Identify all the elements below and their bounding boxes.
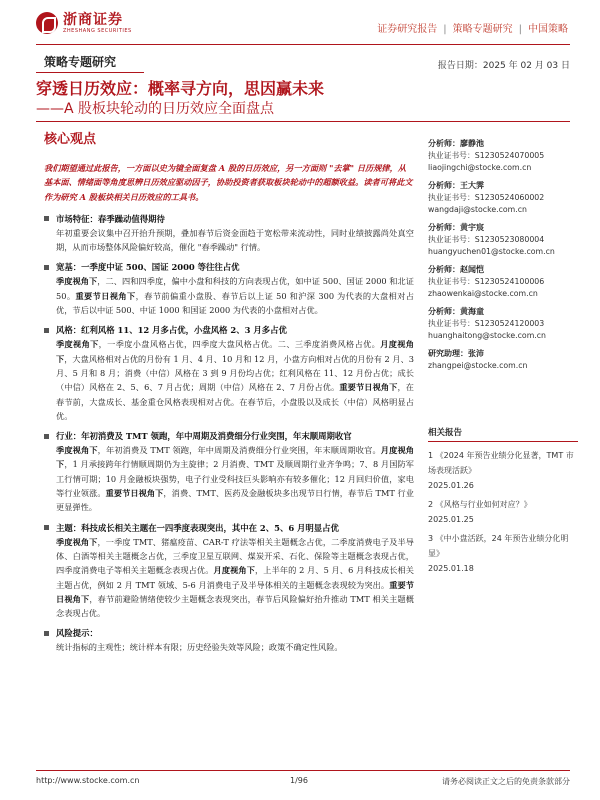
related-reports: [428, 426, 578, 580]
report-subtitle: ——A 股板块轮动的日历效应全面盘点: [36, 101, 275, 117]
section-paragraph: [56, 274, 414, 317]
analyst-card: [428, 222, 570, 257]
section-heading-text: 宽基：一季度中证 500、国证 2000 等往往占优: [56, 262, 240, 273]
inline-heading: 季度视角下: [56, 276, 98, 287]
logo-name-en: ZHESHANG SECURITIES: [63, 28, 132, 34]
section-heading-text: 主题：科技成长相关主题在一四季度表现突出，其中在 2、5、6 月明显占优: [56, 522, 339, 533]
analyst-name: 分析师：黄宇宸: [428, 223, 484, 232]
analyst-cert: 执业证书号：S1230524120003: [428, 319, 545, 328]
header-divider: [36, 44, 570, 45]
section-heading-text: 市场特征：春季躁动值得期待: [56, 213, 165, 224]
report-date: 报告日期：2025 年 02 月 03 日: [437, 61, 570, 71]
paragraph-text: ，大盘风格相对占优的月份有 1 月、4 月、10 月和 12 月，小盘方向相对占优的月份有 2 月、3 月、5 月和 8 月；消费（中信）风格在 3 到 9 月份均占优；红利风格在 11、12 月份占优；成长（中信）风格在 2、5、6、7 月占优；周期（中信）风格在 2、7 月份占优。: [56, 353, 414, 393]
viewpoint-section: [44, 323, 414, 423]
paragraph-text: ，年初消费及 TMT 领跑，年中周期及消费细分行业突围，年末顺周期收官。: [97, 445, 381, 456]
bullet-icon: [44, 434, 49, 439]
paragraph-text: ，1 月承接跨年行情顺周期仍为主旋律；2 月消费、TMT 及顺周期行业齐争鸣；7、8 月国防军工行情可期；10 月金融板块强势，电子行业受科技巨头影响亦有较多催化；12 月回归价值，家电等行业领涨。: [56, 459, 414, 499]
section-paragraph: [56, 337, 414, 423]
paragraph-text: 统计指标的主观性；统计样本有限；历史经验失效等风险；政策不确定性风险。: [56, 642, 343, 653]
report-title: 穿透日历效应：概率寻方向，思因赢未来: [36, 79, 325, 98]
section-paragraph: [56, 443, 414, 514]
section-heading-text: 行业：年初消费及 TMT 领跑，年中周期及消费细分行业突围，年末顺周期收官: [56, 431, 352, 442]
analyst-card: [428, 348, 570, 372]
section-heading: [44, 626, 414, 640]
footer-url[interactable]: http://www.stocke.com.cn: [36, 776, 140, 785]
paragraph-text: ，在春节前，大盘成长、基金重仓风格表现相对占优。在春节后，小盘股以及成长（中信）风格明显占优。: [56, 382, 414, 421]
analyst-email[interactable]: huangyuchen01@stocke.com.cn: [428, 246, 555, 256]
core-viewpoints: [44, 128, 414, 661]
page-header: [36, 12, 570, 46]
report-category: 策略专题研究: [44, 55, 117, 69]
related-report-date: 2025.01.18: [428, 564, 474, 573]
inline-heading: 季度视角下: [56, 339, 99, 350]
inline-heading: 月度视角下: [56, 339, 414, 364]
inline-heading: 重要节日视角下: [75, 290, 136, 301]
paragraph-text: ，上半年的 2 月、5 月、6 月科技成长相关主题占优，例如 2 月 TMT 领域、5-6 月消费电子及半导体相关的主题概念表现较为突出。: [56, 565, 414, 590]
inline-heading: 重要节日视角下: [105, 488, 164, 499]
paragraph-text: ，消费、TMT、医药及金融板块多出现节日行情，春节后 TMT 行业更显弹性。: [56, 488, 414, 513]
related-report-date: 2025.01.25: [428, 515, 474, 524]
footer-disclaimer: 请务必阅读正文之后的免责条款部分: [442, 777, 570, 786]
analyst-name: 分析师：黄海童: [428, 307, 484, 316]
analyst-cert: 执业证书号：S1230524070005: [428, 151, 545, 160]
analyst-cert: 执业证书号：S1230524060002: [428, 193, 545, 202]
header-link-china: 中国策略: [528, 24, 568, 35]
viewpoint-section: [44, 521, 414, 621]
bullet-icon: [44, 265, 49, 270]
section-paragraph: [56, 640, 414, 654]
section-heading: [44, 429, 414, 443]
header-link-strategy: 策略专题研究: [452, 24, 513, 35]
title-divider: [36, 121, 570, 122]
paragraph-text: ，二、四和四季度，偏中小盘和科技的方向表现占优，如中证 500、国证 2000 和北证 50。: [56, 276, 414, 301]
viewpoint-section: [44, 626, 414, 654]
inline-heading: 重要节日视角下: [56, 579, 414, 604]
analyst-card: [428, 264, 570, 299]
analyst-email[interactable]: liaojingchi@stocke.com.cn: [428, 162, 532, 172]
related-report-date: 2025.01.26: [428, 481, 474, 490]
analyst-cert: 执业证书号：S1230523080004: [428, 235, 545, 244]
section-heading: [44, 521, 414, 535]
section-paragraph: [56, 535, 414, 621]
analyst-email[interactable]: wangdaji@stocke.com.cn: [428, 204, 527, 214]
analyst-name: 分析师：廖静池: [428, 139, 484, 148]
inline-heading: 月度视角下: [56, 445, 414, 470]
paragraph-text: ，一季度 TMT、猪瘟疫苗、CAR-T 疗法等相关主题概念占优，二季度消费电子及半导体、白酒等相关主题概念占优，三季度卫星互联网、煤炭开采、石化、保险等主题概念表现占优，四季度消费电子等相关主题概念表现占优。: [56, 536, 414, 576]
analyst-card: [428, 138, 570, 173]
viewpoint-section: [44, 429, 414, 514]
related-report-item[interactable]: [428, 531, 578, 576]
analyst-email[interactable]: zhangpei@stocke.com.cn: [428, 361, 528, 370]
bullet-icon: [44, 328, 49, 333]
related-report-item[interactable]: [428, 497, 578, 527]
section-heading-text: 风险提示：: [56, 628, 98, 639]
viewpoint-section: [44, 212, 414, 255]
analyst-cert: 执业证书号：S1230524100006: [428, 277, 545, 286]
paragraph-text: ，春节前避险情绪使较少主题概念表现突出，春节后风险偏好抬升推动 TMT 相关主题概念表现占优。: [56, 593, 414, 619]
section-paragraph: [56, 226, 414, 255]
analyst-name: 分析师：王大霁: [428, 181, 484, 190]
bullet-icon: [44, 631, 49, 636]
core-viewpoints-title: 核心观点: [44, 132, 97, 147]
header-links: 证券研究报告 | 策略专题研究 | 中国策略: [377, 24, 568, 35]
page-number: 1/96: [290, 776, 308, 785]
inline-heading: 季度视角下: [56, 445, 98, 456]
viewpoint-section: [44, 260, 414, 317]
related-report-title: 2 《风格与行业如何对应？》: [428, 500, 532, 509]
section-heading: [44, 323, 414, 337]
category-divider: [36, 72, 144, 73]
bullet-icon: [44, 525, 49, 530]
core-intro: 我们期望通过此报告，一方面以史为镜全面复盘 A 股的日历效应，另一方面则 "去掌" 日历规律，从基本面、情绪面等角度思辨日历效应驱动因子，协助投资者获取板块轮动中的超额收益。读者可将此文作为研究 A 股板块相关日历效应的工具书。: [44, 163, 413, 202]
section-heading: [44, 212, 414, 226]
logo-name-cn: 浙商证券: [63, 12, 123, 28]
logo-icon: [36, 12, 58, 34]
header-link-report: 证券研究报告: [377, 24, 438, 35]
analyst-card: [428, 306, 570, 341]
company-logo: [36, 12, 132, 34]
footer-divider: [36, 770, 570, 771]
analyst-email[interactable]: huanghaitong@stocke.com.cn: [428, 330, 547, 340]
analyst-name: 研究助理：张沛: [428, 349, 484, 358]
related-report-title: 3 《中小盘活跃，24 年预告业绩分化明显》: [428, 534, 569, 558]
bullet-icon: [44, 216, 49, 221]
inline-heading: 季度视角下: [56, 536, 98, 547]
analyst-email[interactable]: zhaowenkai@stocke.com.cn: [428, 288, 538, 298]
related-report-item[interactable]: [428, 448, 578, 493]
analyst-name: 分析师：赵闻恺: [428, 265, 484, 274]
section-heading: [44, 260, 414, 274]
paragraph-text: 年初重要会议集中召开抬升预期，叠加春节后资金面趋于宽松带来流动性，同时业绩披露尚处真空期，从而市场整体风险偏好较高，催化 "春季躁动" 行情。: [56, 227, 414, 253]
paragraph-text: ，一季度小盘风格占优，四季度大盘风格占优。二、三季度消费风格占优。: [98, 339, 381, 350]
analyst-card: [428, 180, 570, 215]
related-reports-title: 相关报告: [428, 426, 578, 442]
section-heading-text: 风格：红利风格 11、12 月多占优，小盘风格 2、3 月多占优: [56, 325, 287, 336]
related-report-title: 1 《2024 年预告业绩分化显著，TMT 市场表现活跃》: [428, 451, 574, 475]
analyst-list: [428, 138, 570, 379]
inline-heading: 月度视角下: [213, 565, 255, 576]
inline-heading: 重要节日视角下: [339, 382, 398, 393]
paragraph-text: ，春节前偏重小盘股、春节后以上证 50 和沪深 300 为代表的大盘相对占优，节后以中证 500、中证 1000 和国证 2000 为代表的小盘相对占优。: [56, 290, 414, 316]
